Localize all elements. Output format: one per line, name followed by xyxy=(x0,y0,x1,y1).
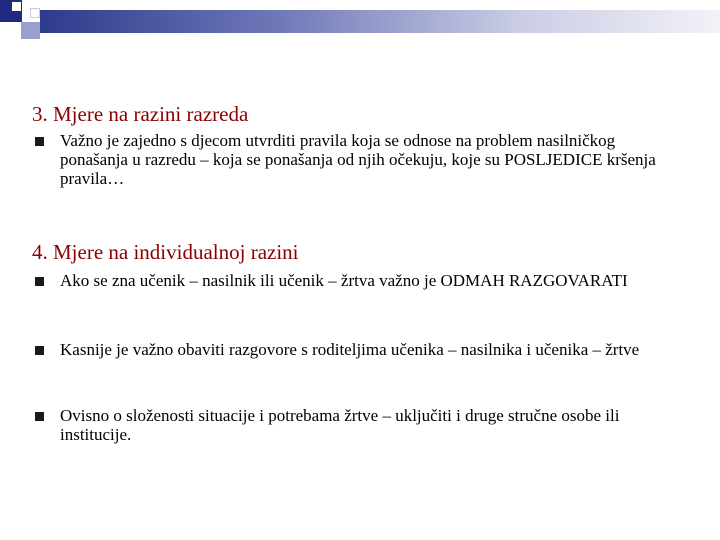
section-heading-classroom: 3. Mjere na razini razreda xyxy=(32,102,249,126)
bullet-text: Ovisno o složenosti situacije i potrebama žrtve – uključiti i druge stručne osobe ili institucije. xyxy=(60,406,620,444)
bullet-text: Kasnije je važno obaviti razgovore s roditeljima učenika – nasilnika i učenika – žrtve xyxy=(60,340,640,359)
bullet-item xyxy=(35,340,675,359)
section-heading-individual: 4. Mjere na individualnoj razini xyxy=(32,240,299,264)
square-bullet-icon xyxy=(35,346,44,355)
decor-square-white xyxy=(12,2,21,11)
square-bullet-icon xyxy=(35,277,44,286)
square-bullet-icon xyxy=(35,412,44,421)
square-bullet-icon xyxy=(35,137,44,146)
bullet-text: Ako se zna učenik – nasilnik ili učenik – žrtva važno je ODMAH RAZGOVARATI xyxy=(60,271,628,290)
decor-gradient-bar xyxy=(40,10,720,33)
bullet-text: Važno je zajedno s djecom utvrditi pravila koja se odnose na problem nasilničkog ponašanja u razredu – koja se ponašanja od njih očekuju, koje su POSLJEDICE kršenja pravila… xyxy=(60,131,656,188)
bullet-item xyxy=(35,406,675,444)
bullet-item xyxy=(35,131,675,188)
decor-square-light xyxy=(21,22,40,39)
bullet-item xyxy=(35,271,675,290)
decor-square-outline xyxy=(30,8,40,18)
